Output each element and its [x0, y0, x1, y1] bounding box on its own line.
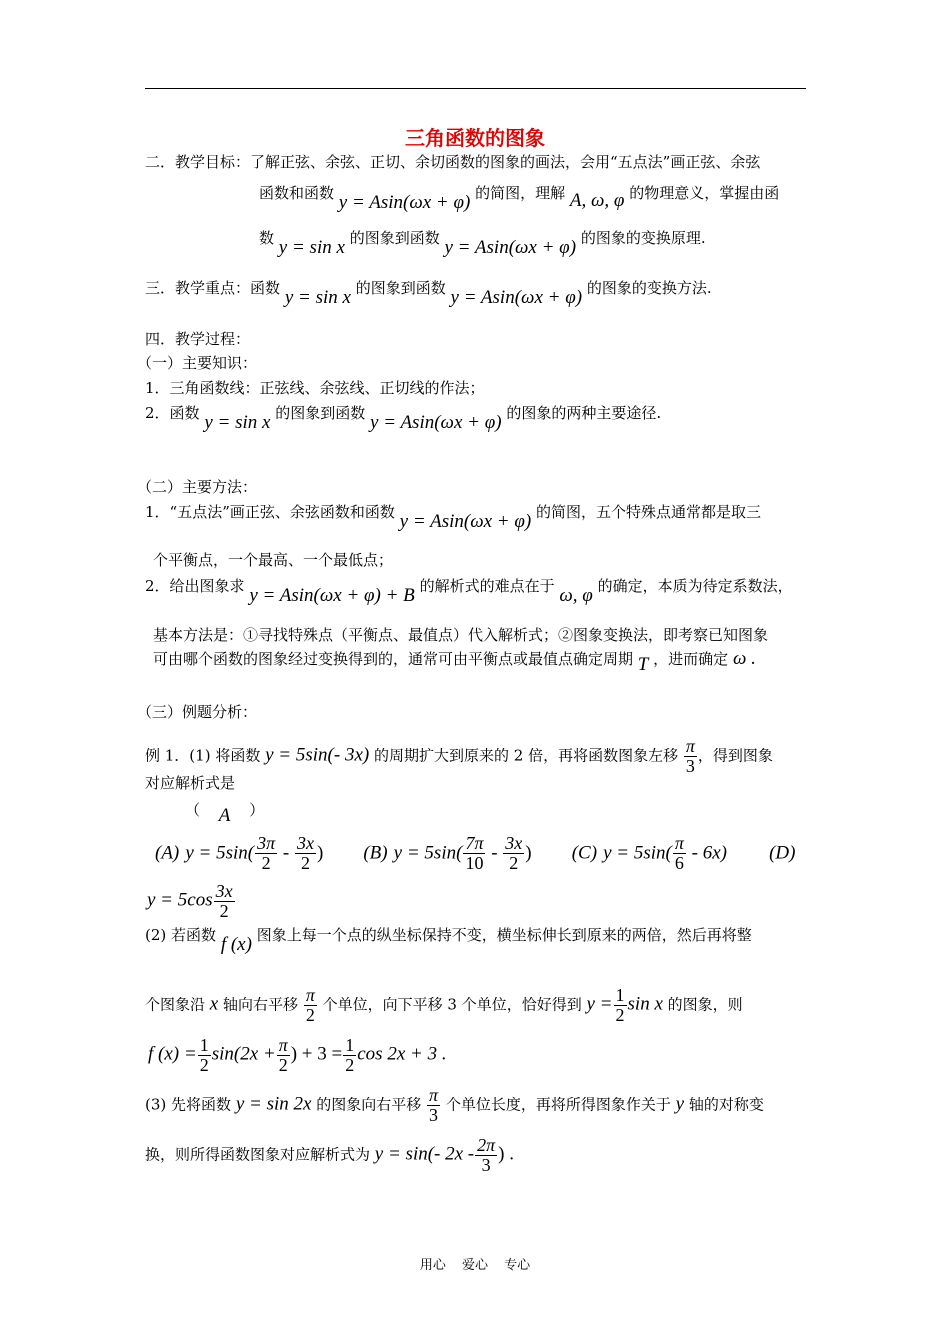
fraction-1-2 [614, 986, 627, 1025]
page-footer [0, 1254, 950, 1273]
formula-y-sinx: y = sin x [204, 412, 271, 433]
frac-num: π [685, 736, 695, 756]
option-a-label: (A) [155, 842, 180, 864]
frac-den: 6 [674, 853, 684, 873]
focus-text-b: 的图象到函数 [355, 279, 446, 297]
frac-num: 2π [477, 1135, 496, 1155]
formula-t: T [637, 654, 649, 675]
frac-num: π [429, 1085, 439, 1105]
formula-y-asin: y = Asin(ωx + φ) [399, 511, 532, 532]
method-2 [145, 576, 793, 606]
formula-a-w-phi: A, ω, φ [569, 190, 625, 211]
formula-y-sinx: y = sin x [278, 237, 345, 258]
focus-text-a: 函数 [250, 279, 281, 297]
right-paren: ) [316, 842, 324, 864]
formula-y-sin-neg: y = sin(- 2x - [374, 1143, 475, 1165]
example-3-text-e: 换，则所得函数图象对应解析式为 [145, 1145, 371, 1164]
example-2-text-a: (2) 若函数 [145, 926, 217, 944]
fraction-1-2 [198, 1036, 211, 1075]
example-2-line-1 [145, 925, 752, 955]
right-paren: ) [525, 842, 532, 864]
goals-text-2b: 的简图，理解 [475, 184, 566, 202]
example-3-line-2 [145, 1136, 514, 1175]
example-1-line-2: 对应解析式是 [145, 774, 236, 792]
option-c-y: y = 5sin( [603, 842, 672, 864]
focus-line [145, 278, 712, 308]
fraction-2pi-3 [475, 1136, 497, 1175]
knowledge-2 [145, 403, 662, 433]
goals-line-2 [259, 183, 780, 213]
formula-plus3: ) + 3 = [290, 1043, 343, 1065]
footer-word-2: 爱心 [461, 1258, 488, 1273]
example-3-line-1 [145, 1086, 764, 1125]
frac-den: 2 [300, 853, 310, 873]
option-c-label: (C) [571, 842, 598, 864]
frac-den: 2 [615, 1005, 625, 1025]
example-1-line-1 [145, 737, 773, 776]
method-2-text-c: 的确定，本质为待定系数法， [597, 577, 793, 595]
method-4-text-b: ，进而确定 [653, 650, 729, 668]
example-3-text-c: 个单位长度，再将所得图象作关于 [445, 1095, 671, 1114]
formula-sin2x: sin(2x + [211, 1043, 276, 1065]
frac-den: 2 [509, 853, 519, 873]
formula-omega: ω . [732, 648, 756, 669]
fraction-pi-over-3 [684, 737, 697, 776]
example-2-text-c: 个图象沿 [145, 995, 206, 1014]
formula-cos2x: cos 2x + 3 . [357, 1043, 447, 1065]
focus-label: 三．教学重点： [145, 279, 251, 297]
footer-word-1: 用心 [419, 1258, 446, 1273]
formula-w-phi: ω, φ [559, 585, 593, 606]
formula-y-asin-b: y = Asin(ωx + φ) + B [249, 585, 415, 606]
frac-num: π [278, 1035, 288, 1055]
fraction-3pi-2 [255, 834, 277, 873]
example-2-text-e: 个单位，向下平移 3 个单位，恰好得到 [322, 995, 582, 1014]
example-2-line-2 [145, 986, 743, 1025]
knowledge-2-text-b: 的图象到函数 [275, 404, 366, 422]
formula-y-asin: y = Asin(ωx + φ) [450, 287, 583, 308]
goals-line-3 [259, 228, 706, 258]
method-4 [153, 648, 756, 675]
footer-word-3: 专心 [504, 1258, 531, 1273]
option-d-formula [147, 882, 236, 921]
focus-text-c: 的图象的变换方法. [586, 279, 712, 297]
formula-y-asin: y = Asin(ωx + φ) [444, 237, 577, 258]
example-1-text-c: ，得到图象 [697, 746, 773, 765]
frac-num: 1 [199, 1035, 209, 1055]
option-b-label: (B) [363, 842, 388, 864]
goals-text-2c: 的物理意义，掌握由函 [629, 184, 780, 202]
answer-open: （ [185, 801, 201, 819]
goals-label: 二．教学目标： [145, 153, 251, 171]
knowledge-2-text-a: 2．函数 [145, 404, 200, 422]
formula-sinx: sin x [627, 993, 663, 1015]
method-4-text-a: 可由哪个函数的图象经过变换得到的，通常可由平衡点或最值点确定周期 [153, 650, 634, 668]
fraction-pi-2 [304, 986, 317, 1025]
frac-den: 2 [278, 1055, 288, 1075]
option-a-y: y = 5sin( [185, 842, 255, 864]
formula-y-eq: y = [586, 993, 613, 1015]
formula-y-asin: y = Asin(ωx + φ) [338, 192, 471, 213]
minus-sign: - [486, 842, 503, 864]
formula-y-asin: y = Asin(ωx + φ) [370, 412, 502, 433]
method-2-text-b: 的解析式的难点在于 [419, 577, 555, 595]
frac-num: 3x [296, 833, 314, 853]
section-1-heading: （一）主要知识： [137, 354, 258, 372]
method-2-text-a: 2．给出图象求 [145, 577, 245, 595]
frac-den: 2 [345, 1055, 355, 1075]
goals-text-1: 了解正弦、余弦、正切、余切函数的图象的画法，会用“五点法”画正弦、余弦 [250, 153, 761, 171]
frac-den: 2 [305, 1005, 315, 1025]
example-3-text-d: 轴的对称变 [688, 1095, 764, 1114]
formula-y: y [675, 1093, 685, 1115]
knowledge-1: 1．三角函数线：正弦线、余弦线、正切线的作法； [145, 379, 485, 397]
option-c-tail: - 6x) [686, 842, 727, 864]
example-1-answer [185, 800, 265, 826]
goals-text-3b: 的图象到函数 [349, 229, 440, 247]
frac-den: 3 [685, 756, 695, 776]
method-1-text-b: 的简图，五个特殊点通常都是取三 [535, 503, 761, 521]
section-2-heading: （二）主要方法： [137, 478, 258, 496]
formula-y-sin2x: y = sin 2x [235, 1093, 312, 1115]
process-label: 四．教学过程： [145, 330, 251, 348]
page-title: 三角函数的图象 [405, 126, 545, 150]
frac-num: π [674, 833, 684, 853]
example-2-text-f: 的图象，则 [667, 995, 743, 1014]
right-paren-dot: ) . [498, 1143, 514, 1165]
formula-y-sinx: y = sin x [284, 287, 351, 308]
knowledge-2-text-c: 的图象的两种主要途径. [506, 404, 662, 422]
example-3-text-b: 的图象向右平移 [316, 1095, 422, 1114]
goals-text-2a: 函数和函数 [259, 184, 335, 202]
frac-den: 2 [219, 901, 229, 921]
section-3-heading: （三）例题分析： [137, 703, 258, 721]
example-2-text-d: 轴向右平移 [223, 995, 299, 1014]
option-d-y: y = 5cos [147, 889, 213, 911]
frac-num: 1 [615, 985, 625, 1005]
formula-fx: f (x) [220, 934, 252, 955]
goals-text-3a: 数 [259, 229, 275, 247]
answer-value: A [218, 805, 231, 826]
method-1 [145, 502, 761, 532]
fraction-3x-2 [503, 834, 524, 873]
fraction-1-2 [343, 1036, 356, 1075]
example-2-solution [148, 1036, 447, 1075]
example-3-text-a: (3) 先将函数 [145, 1095, 232, 1114]
option-d-label: (D) [769, 842, 796, 864]
frac-den: 2 [261, 853, 271, 873]
fraction-3x-2 [214, 882, 235, 921]
answer-close: ） [249, 801, 265, 819]
frac-den: 10 [465, 853, 484, 873]
frac-num: π [305, 985, 315, 1005]
method-1-cont: 个平衡点，一个最高、一个最低点； [153, 551, 394, 569]
fraction-pi-2 [277, 1036, 290, 1075]
formula-x: x [209, 993, 219, 1015]
frac-den: 3 [481, 1155, 491, 1175]
header-rule [145, 88, 806, 89]
fraction-pi-6 [673, 834, 686, 873]
example-1-text-b: 的周期扩大到原来的 2 倍，再将函数图象左移 [373, 746, 679, 765]
fraction-pi-3 [427, 1086, 440, 1125]
goals-text-3c: 的图象的变换原理. [580, 229, 706, 247]
example-1-text-a: 例 1．(1) 将函数 [145, 746, 261, 765]
frac-num: 3π [257, 833, 276, 853]
method-3: 基本方法是：①寻找特殊点（平衡点、最值点）代入解析式；②图象变换法，即考察已知图象 [153, 626, 769, 644]
method-1-text-a: 1．“五点法”画正弦、余弦函数和函数 [145, 503, 395, 521]
frac-den: 2 [199, 1055, 209, 1075]
frac-num: 3x [215, 881, 233, 901]
frac-num: 7π [465, 833, 484, 853]
minus-sign: - [278, 842, 294, 864]
formula-fx-eq: f (x) = [148, 1043, 197, 1065]
example-1-options [155, 834, 795, 873]
goals-line-1 [145, 152, 760, 172]
fraction-7pi-10 [463, 834, 485, 873]
fraction-3x-2 [295, 834, 316, 873]
frac-num: 3x [505, 833, 523, 853]
frac-num: 1 [345, 1035, 355, 1055]
option-b-y: y = 5sin( [393, 842, 463, 864]
example-2-text-b: 图象上每一个点的纵坐标保持不变，横坐标伸长到原来的两倍，然后再将整 [256, 926, 752, 944]
frac-den: 3 [429, 1105, 439, 1125]
formula-y-5sin: y = 5sin(- 3x) [265, 744, 370, 766]
